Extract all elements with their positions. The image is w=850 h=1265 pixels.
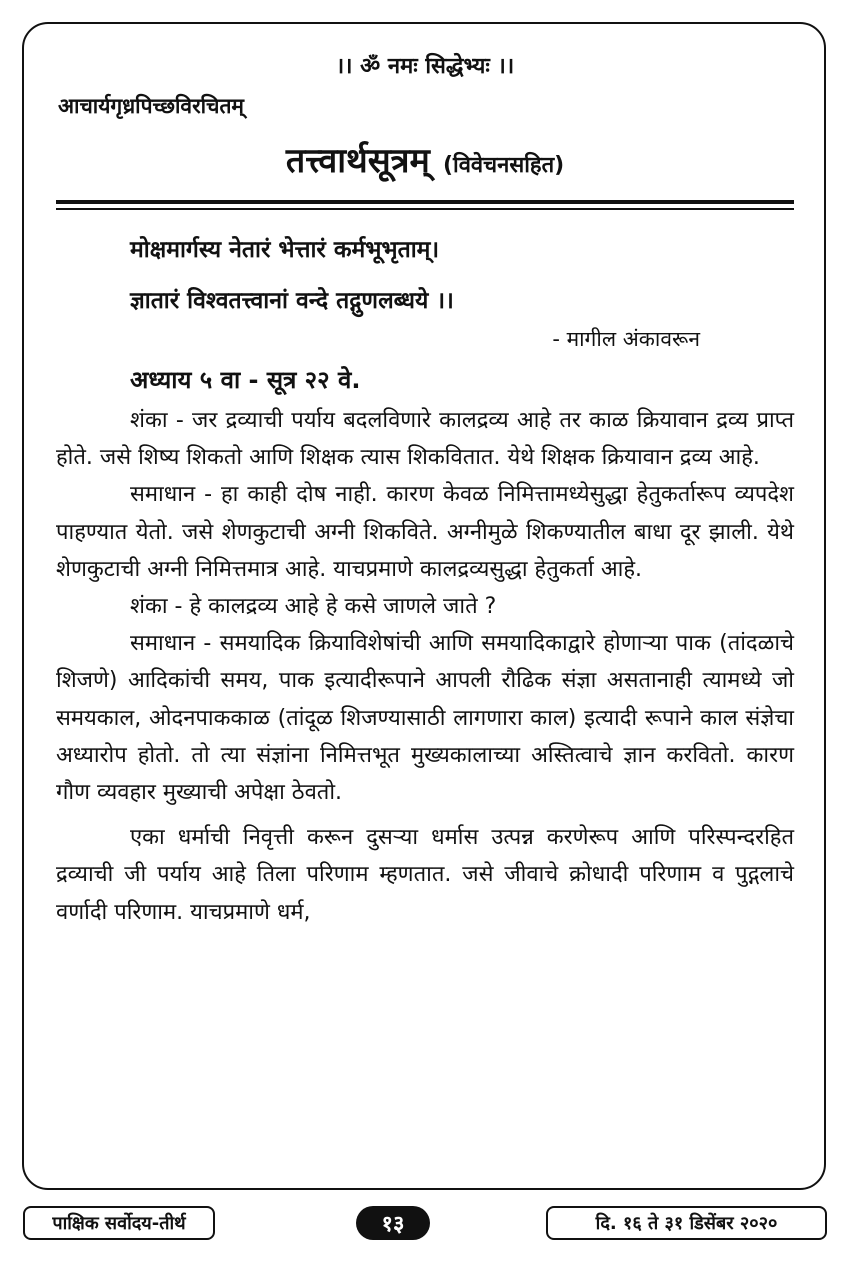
body-paragraph: शंका - हे कालद्रव्य आहे हे कसे जाणले जाते ?	[130, 594, 497, 620]
body-paragraph: शंका - जर द्रव्याची पर्याय बदलविणारे कालद्रव्य आहे तर काळ क्रियावान द्रव्य प्राप्त होते. जसे शिष्य शिकतो आणि शिक्षक त्यास शिकवितात. येथे शिक्षक क्रियावान द्रव्य आहे.	[56, 408, 794, 471]
footer-page-number: १३	[356, 1206, 430, 1240]
footer-date-label: दि. १६ ते ३१ डिसेंबर २०२०	[546, 1206, 827, 1240]
title-divider-thin	[56, 208, 794, 210]
page-title: तत्त्वार्थसूत्रम्	[285, 141, 430, 181]
author-line: आचार्यगृध्रपिच्छविरचितम्	[58, 94, 244, 118]
verse-line-1: मोक्षमार्गस्य नेतारं भेत्तारं कर्मभूभृताम्।	[130, 237, 440, 263]
body-paragraph: एका धर्माची निवृत्ती करून दुसऱ्या धर्मास उत्पन्न करणेरूप आणि परिस्पन्दरहित द्रव्याची जी पर्याय आहे तिला परिणाम म्हणतात. जसे जीवाचे क्रोधादी परिणाम व पुद्गलाचे वर्णादी परिणाम. याचप्रमाणे धर्म,	[56, 825, 794, 925]
body-text	[56, 402, 794, 931]
verse-line-2: ज्ञातारं विश्वतत्त्वानां वन्दे तद्गुणलब्धये ।।	[130, 288, 454, 314]
body-paragraph: समाधान - समयादिक क्रियाविशेषांची आणि समयादिकाद्वारे होणाऱ्या पाक (तांदळाचे शिजणे) आदिकांची समय, पाक इत्यादीरूपाने आपली रौढिक संज्ञा असतानाही त्यामध्ये जो समयकाल, ओदनपाककाळ (तांदूळ शिजण्यासाठी लागणारा काल) इत्यादी रूपाने काल संज्ञेचा अध्यारोप होतो. तो त्या संज्ञांना निमित्तभूत मुख्यकालाच्या अस्तित्वाचे ज्ञान करवितो. कारण गौण व्यवहार मुख्याची अपेक्षा ठेवतो.	[56, 631, 794, 806]
title-block	[0, 136, 850, 182]
chapter-heading: अध्याय ५ वा - सूत्र २२ वे.	[130, 366, 361, 394]
body-paragraph: समाधान - हा काही दोष नाही. कारण केवळ निमित्तामध्येसुद्धा हेतुकर्तारूप व्यपदेश पाहण्यात येतो. जसे शेणकुटाची अग्नी शिकविते. अग्नीमुळे शिकण्यातील बाधा दूर झाली. येथे शेणकुटाची अग्नी निमित्तमात्र आहे. याचप्रमाणे कालद्रव्यसुद्धा हेतुकर्ता आहे.	[56, 482, 794, 582]
invocation-line: ।। ॐ नमः सिद्धेभ्यः ।।	[335, 54, 515, 79]
footer-publication-label: पाक्षिक सर्वोदय-तीर्थ	[23, 1206, 215, 1240]
page-subtitle: (विवेचनसहित)	[442, 153, 565, 178]
title-divider-thick	[56, 200, 794, 204]
verse-source-note: - मागील अंकावरून	[552, 327, 700, 351]
